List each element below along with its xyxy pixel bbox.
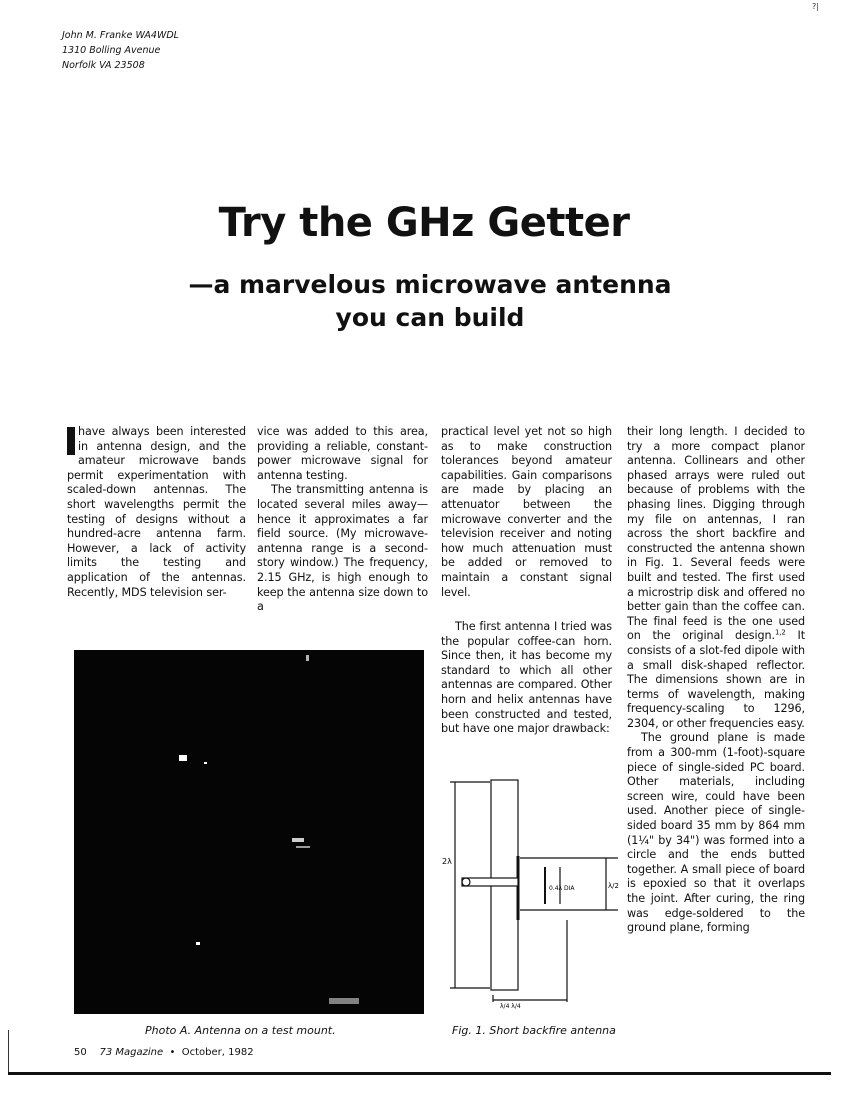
column-3-bottom — [441, 620, 612, 737]
paragraph: The ground plane is made from a 300-mm (1-foot)-square piece of single-sided PC board. Other materials, including screen wire, could have been used. Another piece of single-sided board 35 mm by 864 mm (1¼" by 34") was formed into a circle and the ends butted together. A small piece of board is epoxied so that it overlaps the joint. After curing, the ring was edge-soldered to the ground plane, forming — [627, 731, 805, 935]
column-2 — [257, 425, 428, 615]
photo-highlight — [204, 762, 207, 764]
subtitle-line-1: —a marvelous microwave antenna — [188, 270, 672, 299]
paragraph: practical level yet not so high as to make construction tolerances beyond amateur capabilities. Gain comparisons are made by placing an attenuator between the microwave converter and the television receiver and noting how much attenuation must be added or removed to maintain a constant signal level. — [441, 425, 612, 599]
text-run: their long length. I decided to try a more compact planor antenna. Collinears and other phased arrays were ruled out because of problems with the phasing lines. Digging through my file on antennas, I ran across the short backfire and constructed the antenna shown in Fig. 1. Several feeds were built and tested. The first used a microstrip disk and offered no better gain than the coffee can. The final feed is the one used on the original design. — [627, 425, 805, 643]
column-3-top — [441, 425, 612, 600]
page-edge — [8, 1030, 9, 1074]
label-quarter-waves: λ/4 λ/4 — [500, 1003, 521, 1010]
author-block — [62, 28, 179, 73]
photo-highlight — [329, 998, 359, 1004]
author-street: 1310 Bolling Avenue — [62, 45, 161, 56]
photo-highlight — [292, 838, 304, 842]
issue-date: October, 1982 — [181, 1047, 254, 1058]
footnote-ref: 1,2 — [774, 628, 786, 637]
photo-highlight — [306, 655, 309, 661]
column-1 — [67, 425, 246, 600]
page-bottom-border — [8, 1072, 831, 1075]
photo-antenna — [74, 650, 424, 1014]
photo-caption: Photo A. Antenna on a test mount. — [145, 1024, 336, 1037]
page-number: 50 — [74, 1047, 87, 1058]
scan-mark: ?| — [812, 2, 819, 11]
article-title: Try the GHz Getter — [218, 200, 630, 246]
paragraph: The transmitting antenna is located several miles away—hence it approximates a far field source. (My microwave-antenna range is a second-story window.) The frequency, 2.15 GHz, is high enough to keep the antenna size down to a — [257, 483, 428, 614]
photo-highlight — [196, 942, 200, 945]
page-footer — [74, 1047, 254, 1058]
author-name: John M. Franke WA4WDL — [62, 30, 179, 41]
label-height: 2λ — [442, 857, 452, 866]
label-half-wave: λ/2 — [608, 882, 619, 890]
paragraph: The first antenna I tried was the popular coffee-can horn. Since then, it has become my standard to which all other antennas are compared. Other horn and helix antennas have been constructed and tested, but have one major drawback: — [441, 620, 612, 736]
magazine-name: 73 Magazine — [99, 1047, 164, 1058]
drop-cap-i — [67, 427, 75, 455]
photo-highlight — [179, 755, 187, 761]
photo-highlight — [296, 846, 310, 848]
paragraph: vice was added to this area, providing a reliable, constant-power microwave signal for antenna testing. — [257, 425, 428, 482]
column-4 — [627, 425, 805, 936]
figure-short-backfire-diagram — [440, 770, 620, 1010]
article-subtitle — [160, 268, 700, 334]
text-run: It consists of a slot-fed dipole with a small disk-shaped reflector. The dimensions shown are in terms of wavelength, making frequency-scaling to 1296, 2304, or other frequencies easy. — [627, 629, 805, 730]
paragraph: have always been interested in antenna design, and the amateur microwave bands permit experimentation with scaled-down antennas. The short wavelengths permit the testing of designs without a hundred-acre antenna farm. However, a lack of activity limits the testing and application of the antennas. Recently, MDS television ser- — [67, 425, 246, 599]
subtitle-line-2: you can build — [335, 303, 525, 332]
author-city: Norfolk VA 23508 — [62, 60, 145, 71]
label-disk: 0.4λ DIA — [549, 885, 575, 892]
footer-bullet: • — [169, 1047, 176, 1058]
paragraph — [627, 425, 805, 731]
figure-caption: Fig. 1. Short backfire antenna — [452, 1024, 616, 1037]
